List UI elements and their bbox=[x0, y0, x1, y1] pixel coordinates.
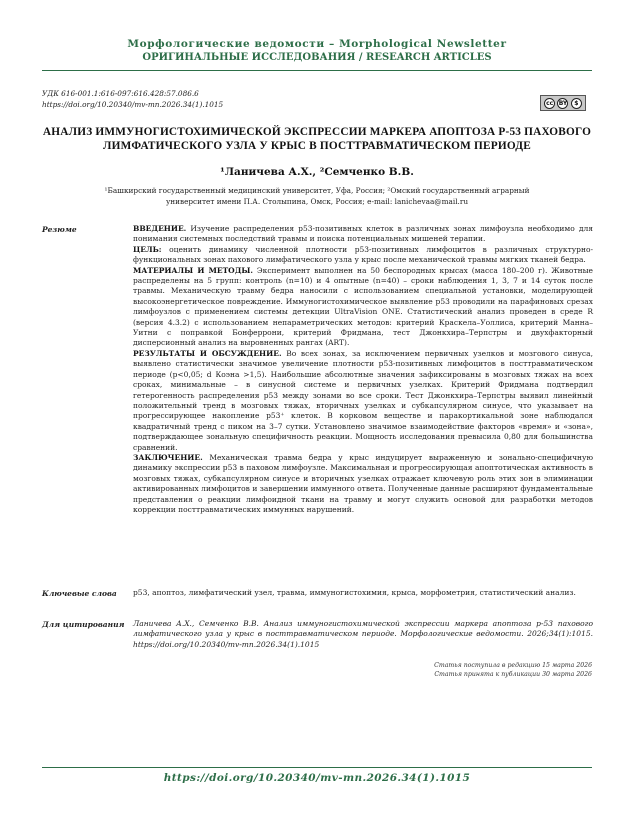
citation-label: Для цитирования bbox=[42, 620, 125, 629]
methods-heading: МАТЕРИАЛЫ И МЕТОДЫ. bbox=[133, 265, 253, 275]
abstract-conclusion bbox=[133, 453, 593, 515]
keywords-text: p53, апоптоз, лимфатический узел, травма, иммуногистохимия, крыса, морфометрия, статистический анализ. bbox=[133, 588, 576, 597]
accepted-date: Статья принята к публикации 30 марта 2026 bbox=[434, 671, 592, 678]
keywords-label: Ключевые слова bbox=[42, 589, 117, 598]
footer-doi-link[interactable]: https://doi.org/10.20340/mv-mn.2026.34(1).1015 bbox=[163, 772, 471, 784]
abstract bbox=[133, 224, 593, 515]
abstract-aim bbox=[133, 245, 593, 266]
cc-icon: cc bbox=[546, 99, 554, 107]
noncommercial-icon: $ bbox=[571, 98, 582, 109]
doi-link[interactable]: https://doi.org/10.20340/mv-mn.2026.34(1).1015 bbox=[42, 99, 224, 109]
abstract-introduction bbox=[133, 224, 593, 245]
conclusion-heading: ЗАКЛЮЧЕНИЕ. bbox=[133, 452, 203, 462]
footer-divider bbox=[42, 767, 592, 768]
introduction-text: Изучение распределения p53-позитивных клеток в различных зонах лимфоузла необходимо для понимания системных последствий травмы и поиска потенциальных мишеней терапии. bbox=[133, 224, 593, 244]
aim-text: оценить динамику численной плотности p53-позитивных лимфоцитов в различных структурно-функциональных зонах пахового лимфатического узла у крыс после механической травмы мягких тканей бедра. bbox=[133, 244, 593, 265]
introduction-heading: ВВЕДЕНИЕ. bbox=[133, 224, 187, 233]
attribution-icon: BY bbox=[558, 99, 568, 107]
abstract-methods bbox=[133, 266, 593, 349]
results-heading: РЕЗУЛЬТАТЫ И ОБСУЖДЕНИЕ. bbox=[133, 348, 282, 358]
publication-dates bbox=[434, 661, 592, 679]
section-name: ОРИГИНАЛЬНЫЕ ИССЛЕДОВАНИЯ / RESEARCH ARTICLES bbox=[142, 52, 492, 63]
results-text: Во всех зонах, за исключением первичных узелков и мозгового синуса, выявлено статистически значимое увеличение плотности p53-позитивных лимфоцитов в посттравматическом периоде (p<0,05; d Коэна >1,5). Наибольшие абсолютные значения зафиксированы в мозговых тяжах на всех сроках, минимальные – в синусной системе и первичных узелках. Критерий Фридмана подтвердил гетерогенность распределения p53 между зонами во все сроки. Тест Джонкхира–Терпстры выявил линейный положительный тренд в мозговых тяжах, вторичных узелках и субкапсулярном синусе, что указывает на прогрессирующее накопление p53⁺ клеток. В корковом веществе и паракортикальной зоне наблюдался квадратичный тренд с пиком на 3–7 сутки. Установлено значимое взаимодействие факторов «время» и «зона», подтверждающее зональную специфичность реакции. Мощность исследования превысила 0,80 для большинства сравнений. bbox=[133, 348, 593, 452]
conclusion-text: Механическая травма бедра у крыс индуцирует выраженную и зонально-специфичную динамику экспрессии p53 в паховом лимфоузле. Максимальная и прогрессирующая апоптотическая активность в мозговых тяжах, субкапсулярном синусе и вторичных узелках отражает ключевую роль этих зон в элиминации активированных лимфоцитов и завершении иммунного ответа. Полученные данные расширяют фундаментальные представления о реакции лимфоидной ткани на травму и могут служить основой для разработки методов коррекции посттравматических иммунных нарушений. bbox=[133, 452, 593, 514]
article-meta bbox=[42, 89, 223, 110]
received-date: Статья поступила в редакцию 15 марта 2026 bbox=[434, 662, 592, 669]
journal-name: Морфологические ведомости – Morphological Newsletter bbox=[127, 38, 507, 50]
abstract-results bbox=[133, 349, 593, 453]
authors: ¹Ланичева А.Х., ²Семченко В.В. bbox=[220, 166, 414, 178]
aim-heading: ЦЕЛЬ: bbox=[133, 244, 162, 254]
methods-text: Эксперимент выполнен на 50 беспородных крысах (масса 180–200 г). Животные распределены на 5 групп: контроль (n=10) и 4 опытные (n=40) – сроки наблюдения 1, 3, 7 и 14 суток после травмы. Механическую травму бедра наносили с использованием специальной установки, моделирующей высокоэнергетическое повреждение. Иммуногистохимическое выявление p53 проводили на парафиновых срезах лимфоузлов с применением системы детекции UltraVision ONE. Статистический анализ проведен в среде R (версия 4.3.2) с использованием непараметрических методов: критерий Краскела–Уоллиса, критерий Манна–Уитни с поправкой Бонферрони, критерий Фридмана, тест Джонкхира–Терпстры и двухфакторный дисперсионный анализ на выровненных рангах (ART). bbox=[133, 265, 593, 348]
cc-license-badge[interactable] bbox=[540, 95, 586, 111]
header-divider bbox=[42, 70, 592, 71]
udc-code: УДК 616-001.1:616-097:616.428:57.086.6 bbox=[42, 89, 199, 98]
citation-text: Ланичева А.Х., Семченко В.В. Анализ иммуногистохимической экспрессии маркера апоптоза p-53 пахового лимфатического узла у крыс в посттравматическом периоде. Морфологические ведомости. 2026;34(1):1015. https://doi.org/10.20340/mv-mn.2026.34(1).1015 bbox=[133, 619, 593, 649]
page-header bbox=[0, 38, 634, 63]
affiliations: ¹Башкирский государственный медицинский университет, Уфа, Россия; ²Омский государственный аграрный университет имени П.А. Столыпина, Омск, Россия; e-mail: lanichevaa@mail.ru bbox=[104, 186, 530, 206]
abstract-label: Резюме bbox=[42, 225, 77, 234]
article-title: АНАЛИЗ ИММУНОГИСТОХИМИЧЕСКОЙ ЭКСПРЕССИИ МАРКЕРА АПОПТОЗА P-53 ПАХОВОГО ЛИМФАТИЧЕСКОГО УЗЛА У КРЫС В ПОСТТРАВМАТИЧЕСКОМ ПЕРИОДЕ bbox=[42, 126, 592, 152]
